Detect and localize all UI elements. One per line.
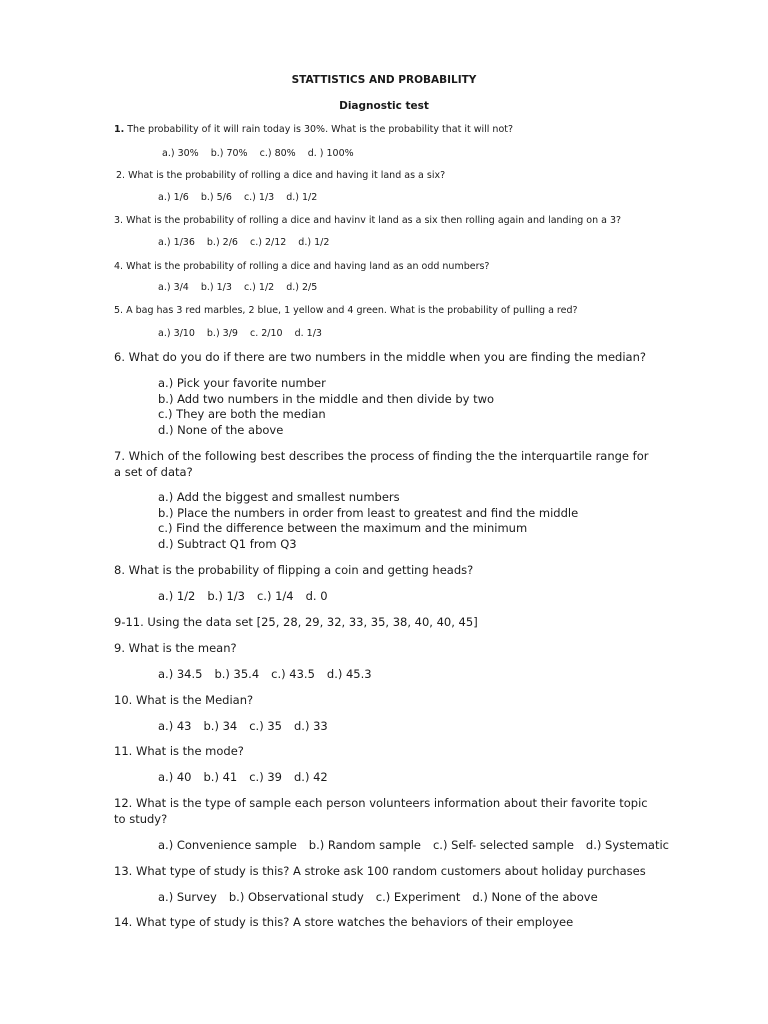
option: b.) Random sample (308, 838, 421, 852)
question-1-options (162, 148, 366, 159)
option: d.) Systematic (585, 838, 669, 852)
option: c.) 1/2 (243, 282, 275, 293)
question-12-options (158, 838, 681, 852)
option: d.) 1/2 (298, 237, 330, 248)
question-12: 12. What is the type of sample each person volunteers information about their favorite topic to study? (114, 796, 648, 826)
option: a.) 34.5 (158, 667, 203, 681)
question-3-options (158, 237, 341, 248)
option: d.) 1/2 (286, 192, 318, 203)
option: a.) 1/2 (158, 589, 196, 603)
option: c.) 35 (249, 719, 282, 733)
question-7: 7. Which of the following best describes the process of finding the the interquartile range for a set of data? (114, 449, 649, 479)
option: b.) Place the numbers in order from least to greatest and find the middle (158, 505, 579, 520)
option: c.) 1/4 (256, 589, 294, 603)
option: a.) 1/36 (158, 237, 195, 248)
option: d.) 42 (293, 770, 328, 784)
option: d. ) 100% (307, 148, 354, 159)
option: d.) 45.3 (326, 667, 372, 681)
question-11-options (158, 770, 340, 784)
option: d. 1/3 (294, 328, 322, 339)
option: a.) 40 (158, 770, 192, 784)
option: d.) None of the above (158, 422, 284, 437)
question-11: 11. What is the mode? (114, 744, 244, 758)
question-1 (114, 124, 658, 135)
question-8: 8. What is the probability of flipping a coin and getting heads? (114, 563, 474, 577)
question-4: 4. What is the probability of rolling a dice and having land as an odd numbers? (114, 261, 490, 272)
option: c.) Find the difference between the maximum and the minimum (158, 521, 528, 535)
question-10-options (158, 719, 340, 733)
option: b.) 34 (203, 719, 238, 733)
question-9-options (158, 667, 384, 681)
question-8-options (158, 589, 340, 603)
document-title: STATTISTICS AND PROBABILITY (291, 74, 477, 86)
option: c.) 80% (259, 148, 296, 159)
option: b.) 70% (210, 148, 248, 159)
option: a.) 3/4 (158, 282, 189, 293)
option: a.) 43 (158, 719, 192, 733)
question-3: 3. What is the probability of rolling a dice and havinv it land as a six then rolling again and landing on a 3? (114, 215, 622, 226)
question-5: 5. A bag has 3 red marbles, 2 blue, 1 yellow and 4 green. What is the probability of pulling a red? (114, 305, 578, 316)
option: c.) Self- selected sample (432, 838, 574, 852)
question-10: 10. What is the Median? (114, 693, 254, 707)
question-9: 9. What is the mean? (114, 641, 237, 655)
question-2-options (158, 192, 329, 203)
option: d.) None of the above (472, 890, 598, 904)
question-5-options (158, 328, 334, 339)
question-14: 14. What type of study is this? A store watches the behaviors of their employee (114, 915, 574, 929)
question-7-options (158, 490, 578, 552)
option: d.) Subtract Q1 from Q3 (158, 536, 297, 551)
option: c. 2/10 (249, 328, 283, 339)
option: b.) 2/6 (206, 237, 238, 248)
question-13-options (158, 890, 610, 904)
option: a.) Pick your favorite number (158, 376, 326, 390)
question-4-options (158, 282, 329, 293)
question-6: 6. What do you do if there are two numbers in the middle when you are finding the median? (114, 350, 646, 364)
option: d.) 33 (293, 719, 328, 733)
question-1-number: 1. (114, 124, 125, 135)
option: a.) 1/6 (158, 192, 189, 203)
option: b.) 1/3 (200, 282, 232, 293)
option: c.) 1/3 (243, 192, 275, 203)
question-1-text: The probability of it will rain today is 30%. What is the probability that it will not? (124, 124, 514, 135)
question-2: 2. What is the probability of rolling a dice and having it land as a six? (116, 170, 446, 181)
option: b.) 35.4 (214, 667, 260, 681)
option: c.) 43.5 (271, 667, 315, 681)
question-13: 13. What type of study is this? A stroke ask 100 random customers about holiday purchases (114, 864, 646, 878)
option: b.) Add two numbers in the middle and then divide by two (158, 391, 495, 406)
option: c.) They are both the median (158, 407, 326, 421)
option: a.) Convenience sample (158, 838, 297, 852)
option: c.) 2/12 (249, 237, 287, 248)
option: b.) 5/6 (200, 192, 232, 203)
option: b.) 41 (203, 770, 238, 784)
option: d. 0 (305, 589, 328, 603)
option: a.) Add the biggest and smallest numbers (158, 490, 400, 504)
option: b.) 3/9 (206, 328, 238, 339)
option: b.) Observational study (228, 890, 364, 904)
option: a.) 30% (162, 148, 199, 159)
option: d.) 2/5 (286, 282, 318, 293)
document-subtitle: Diagnostic test (339, 100, 429, 112)
option: b.) 1/3 (207, 589, 245, 603)
option: c.) 39 (249, 770, 282, 784)
data-set-statement: 9-11. Using the data set [25, 28, 29, 32, 33, 35, 38, 40, 40, 45] (114, 615, 478, 629)
option: a.) 3/10 (158, 328, 195, 339)
option: a.) Survey (158, 890, 217, 904)
question-6-options (158, 376, 494, 438)
option: c.) Experiment (375, 890, 461, 904)
